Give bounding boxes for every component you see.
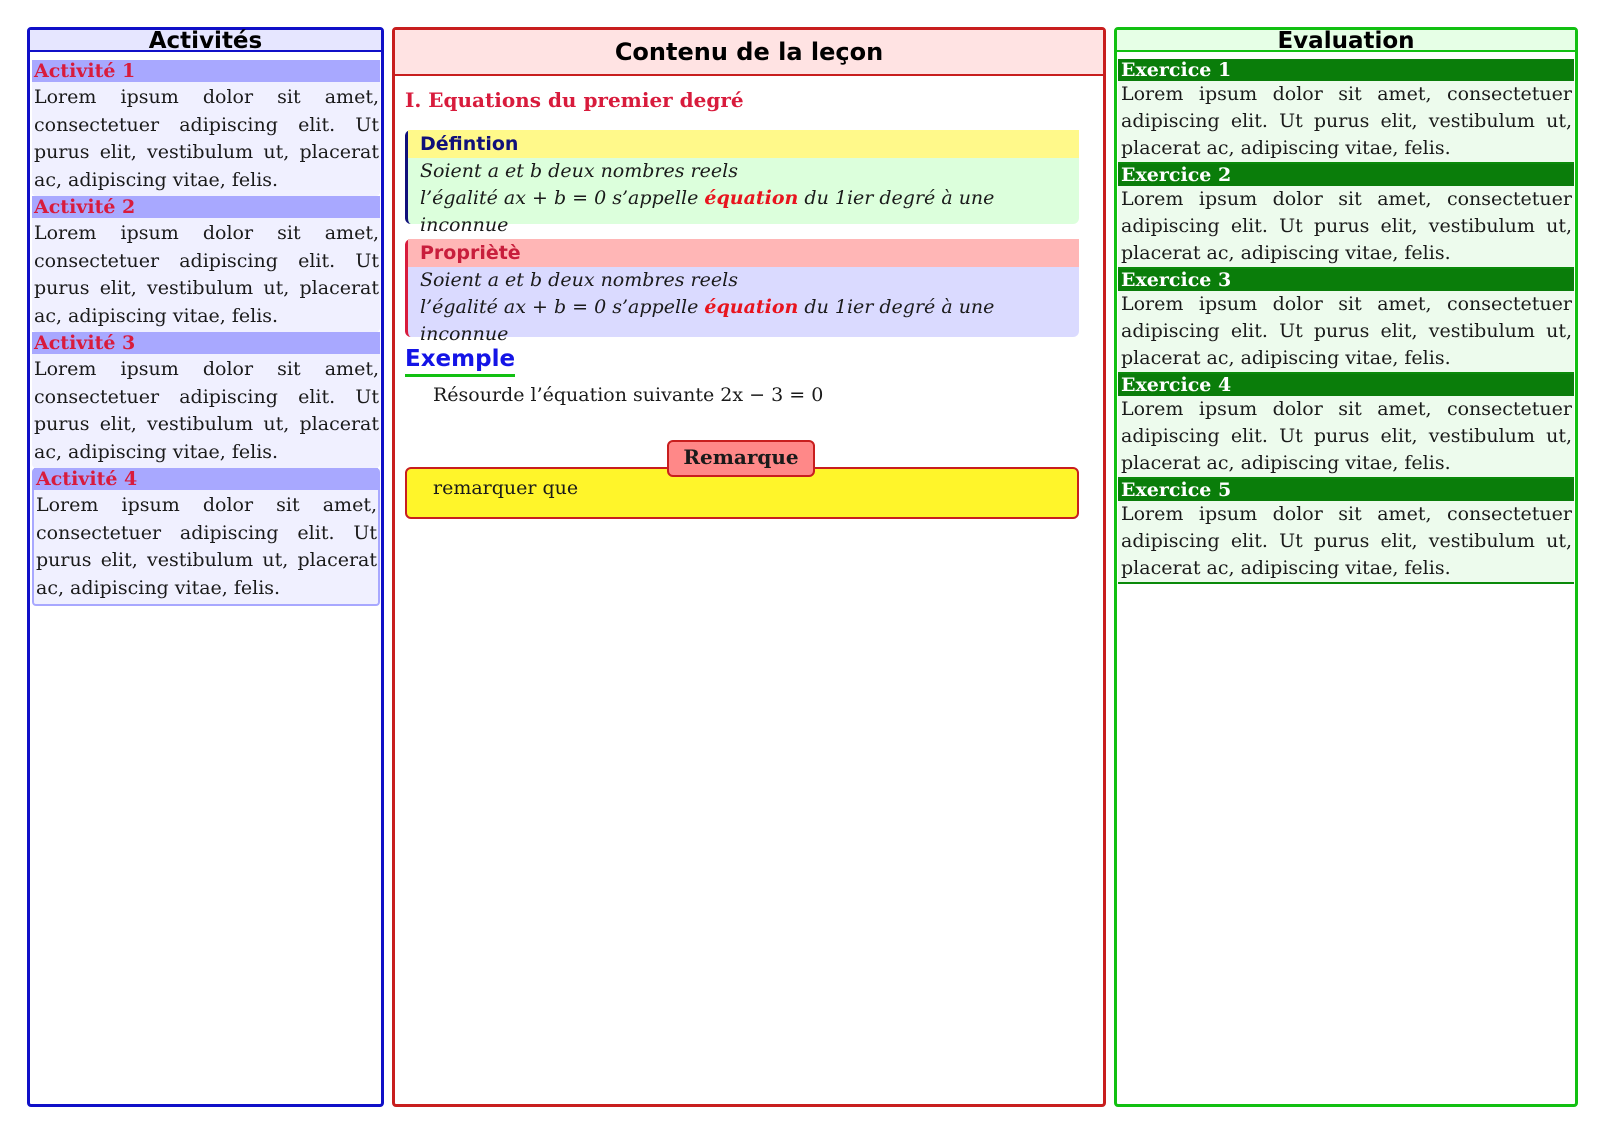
activities-column [27,27,384,1107]
property-title: Propriètè [408,239,1079,267]
definition-line-2-start: l’égalité ax + b = 0 s’appelle [420,187,705,209]
property-line-2-start: l’égalité ax + b = 0 s’appelle [420,296,705,318]
activity-card [32,332,380,468]
exercise-text: Lorem ipsum dolor sit amet, consectetuer adipiscing elit. Ut purus elit, vestibulum ut, placerat ac, adipiscing vitae, felis. [1121,293,1572,369]
activity-title: Activité 1 [32,60,380,82]
exercise-text: Lorem ipsum dolor sit amet, consectetuer adipiscing elit. Ut purus elit, vestibulum ut, placerat ac, adipiscing vitae, felis. [1121,188,1572,264]
exercise-title: Exercice 4 [1118,374,1574,396]
exercise-list [1117,52,1575,584]
activity-card [32,468,380,606]
example-text: Résourde l’équation suivante 2x − 3 = 0 [433,384,824,406]
lesson-title: Contenu de la leçon [395,30,1103,76]
exercise-text: Lorem ipsum dolor sit amet, consectetuer adipiscing elit. Ut purus elit, vestibulum ut, placerat ac, adipiscing vitae, felis. [1121,503,1572,579]
definition-line-2 [420,185,1073,239]
property-line-1: Soient a et b deux nombres reels [420,269,738,291]
exercise-text: Lorem ipsum dolor sit amet, consectetuer adipiscing elit. Ut purus elit, vestibulum ut, placerat ac, adipiscing vitae, felis. [1121,398,1572,474]
lesson-column [392,27,1106,1107]
activity-title: Activité 3 [32,332,380,354]
exercise-text: Lorem ipsum dolor sit amet, consectetuer adipiscing elit. Ut purus elit, vestibulum ut, placerat ac, adipiscing vitae, felis. [1121,83,1572,159]
exercise-title: Exercice 2 [1118,164,1574,186]
activity-title: Activité 2 [32,196,380,218]
evaluation-column [1114,27,1578,1107]
exercise-title: Exercice 1 [1118,59,1574,81]
property-line-2 [420,294,1073,348]
example-heading: Exemple [405,344,515,377]
exercise-card [1118,269,1574,374]
definition-line-2-end: du 1ier degré à une inconnue [420,187,995,236]
definition-line-1: Soient a et b deux nombres reels [420,160,738,182]
activity-text: Lorem ipsum dolor sit amet, consectetuer adipiscing elit. Ut purus elit, vestibulum ut, placerat ac, adipiscing vitae, felis. [36,494,377,599]
property-box [405,239,1079,345]
activity-card [32,196,380,332]
property-keyword: équation [704,296,799,318]
activity-text: Lorem ipsum dolor sit amet, consectetuer adipiscing elit. Ut purus elit, vestibulum ut, placerat ac, adipiscing vitae, felis. [34,358,379,463]
activity-text: Lorem ipsum dolor sit amet, consectetuer adipiscing elit. Ut purus elit, vestibulum ut, placerat ac, adipiscing vitae, felis. [34,86,379,191]
remark-text: remarquer que [433,477,579,499]
property-line-2-end: du 1ier degré à une inconnue [420,296,995,345]
definition-body [408,158,1079,239]
remark-label: Remarque [667,440,815,477]
exercise-title: Exercice 3 [1118,269,1574,291]
definition-box [405,130,1079,236]
evaluation-title: Evaluation [1117,30,1575,52]
exercise-card [1118,59,1574,164]
exercise-card [1118,479,1574,584]
exercise-card [1118,374,1574,479]
activity-title: Activité 4 [34,468,378,490]
section-title: I. Equations du premier degré [405,88,744,112]
exercise-card [1118,164,1574,269]
activities-title: Activités [30,30,381,52]
definition-title: Défintion [408,130,1079,158]
activity-text: Lorem ipsum dolor sit amet, consectetuer adipiscing elit. Ut purus elit, vestibulum ut, placerat ac, adipiscing vitae, felis. [34,222,379,327]
property-body [408,267,1079,348]
exercise-title: Exercice 5 [1118,479,1574,501]
activities-list [30,52,381,606]
activity-card [32,60,380,196]
definition-keyword: équation [704,187,799,209]
